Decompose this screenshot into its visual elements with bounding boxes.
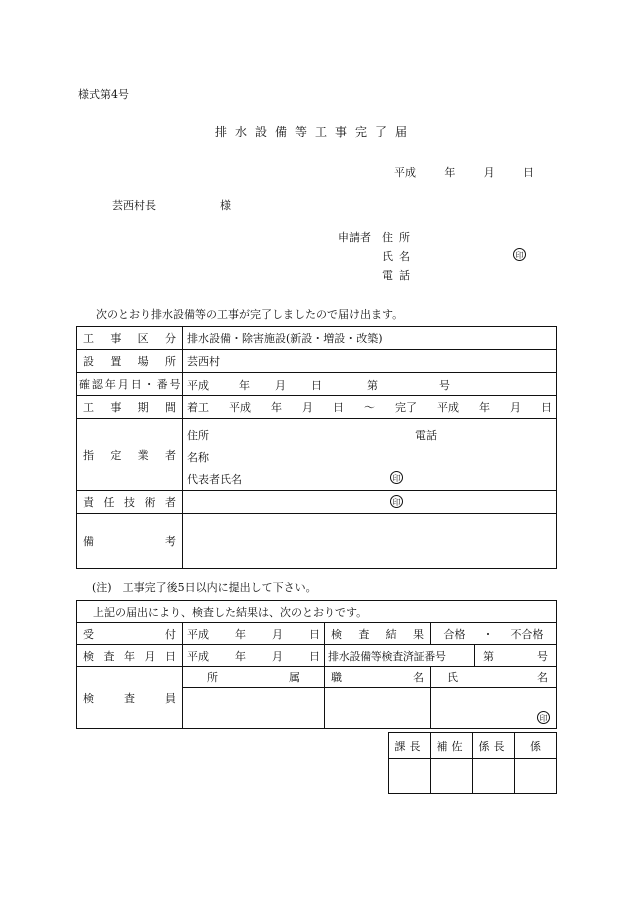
kakunin-label: 確認年月日・番号	[77, 373, 183, 396]
gyosha-rep-label: 代表者氏名	[187, 472, 242, 486]
approval-stamp-cell	[389, 759, 431, 794]
kensa-date-label: 検査年月日	[77, 645, 183, 667]
kensa-date: 平成 年 月 日	[183, 645, 325, 667]
uketsuke-date: 平成 年 月 日	[183, 623, 325, 645]
applicant-name-label: 氏名	[382, 250, 416, 263]
intro-text: 次のとおり排水設備等の工事が完了しましたので届け出ます。	[96, 308, 404, 321]
col-shoku: 職 名	[325, 667, 430, 688]
inspector-label: 検査員	[77, 667, 183, 729]
approval-stamp-cell	[515, 759, 557, 794]
form-number: 様式第4号	[78, 88, 129, 101]
gyosha-name-label: 名称	[187, 450, 209, 464]
inspection-heading: 上記の届出により、検査した結果は、次のとおりです。	[77, 601, 557, 623]
biko-value	[183, 514, 557, 569]
col-shimei: 氏 名	[431, 667, 556, 688]
approval-header-kacho: 課長	[389, 733, 431, 759]
kakunin-value: 平成 年 月 日 第 号	[183, 373, 557, 396]
applicant-phone-label: 電話	[382, 269, 416, 282]
addressee: 芸西村長	[112, 199, 156, 212]
addressee-honorific: 様	[220, 199, 231, 212]
completion-report-table	[76, 326, 557, 569]
inspection-result-table	[76, 600, 557, 729]
seal-icon: 印	[390, 471, 403, 484]
note-text: (注) 工事完了後5日以内に提出して下さい。	[92, 581, 317, 594]
kubun-value: 排水設備・除害施設(新設・増設・改築)	[183, 327, 557, 350]
gijutsu-label: 責任技術者	[77, 491, 183, 514]
uketsuke-label: 受付	[77, 623, 183, 645]
gyosha-address-label: 住所	[187, 428, 209, 442]
date-month: 月	[483, 166, 495, 179]
applicant-label: 申請者	[338, 231, 371, 244]
gijutsu-value	[183, 491, 557, 514]
basho-label: 設置場所	[77, 350, 183, 373]
gyosha-phone-label: 電話	[415, 428, 437, 442]
approval-header-kakari: 係	[515, 733, 557, 759]
seal-icon: 印	[513, 248, 526, 261]
kubun-label: 工事区分	[77, 327, 183, 350]
biko-label: 備考	[77, 514, 183, 569]
approval-table	[388, 732, 557, 794]
date-day: 日	[522, 166, 534, 179]
kikan-label: 工事期間	[77, 396, 183, 419]
date-year: 年	[444, 166, 456, 179]
col-shozoku: 所 属	[183, 667, 324, 688]
approval-stamp-cell	[473, 759, 515, 794]
date-era: 平成	[394, 166, 416, 179]
seal-icon: 印	[537, 711, 550, 724]
result-value: 合格 ・ 不合格	[431, 623, 557, 645]
basho-value: 芸西村	[183, 350, 557, 373]
submission-date	[394, 164, 534, 180]
kikan-value: 着工 平成 年 月 日 ～ 完了 平成 年 月 日	[183, 396, 557, 419]
page-title: 排水設備等工事完了届	[214, 125, 415, 139]
cert-label: 排水設備等検査済証番号	[325, 645, 475, 666]
applicant-address-label: 住所	[382, 231, 416, 244]
cert-value: 第 号	[483, 649, 548, 663]
result-label: 検査結果	[325, 623, 431, 645]
inspector-grid	[183, 667, 557, 729]
approval-header-kakaricho: 係長	[473, 733, 515, 759]
cert-cell	[325, 645, 557, 667]
gyosha-label: 指定業者	[77, 419, 183, 491]
gyosha-value	[183, 419, 557, 491]
approval-header-hosa: 補佐	[431, 733, 473, 759]
approval-stamp-cell	[431, 759, 473, 794]
seal-icon: 印	[390, 495, 403, 508]
